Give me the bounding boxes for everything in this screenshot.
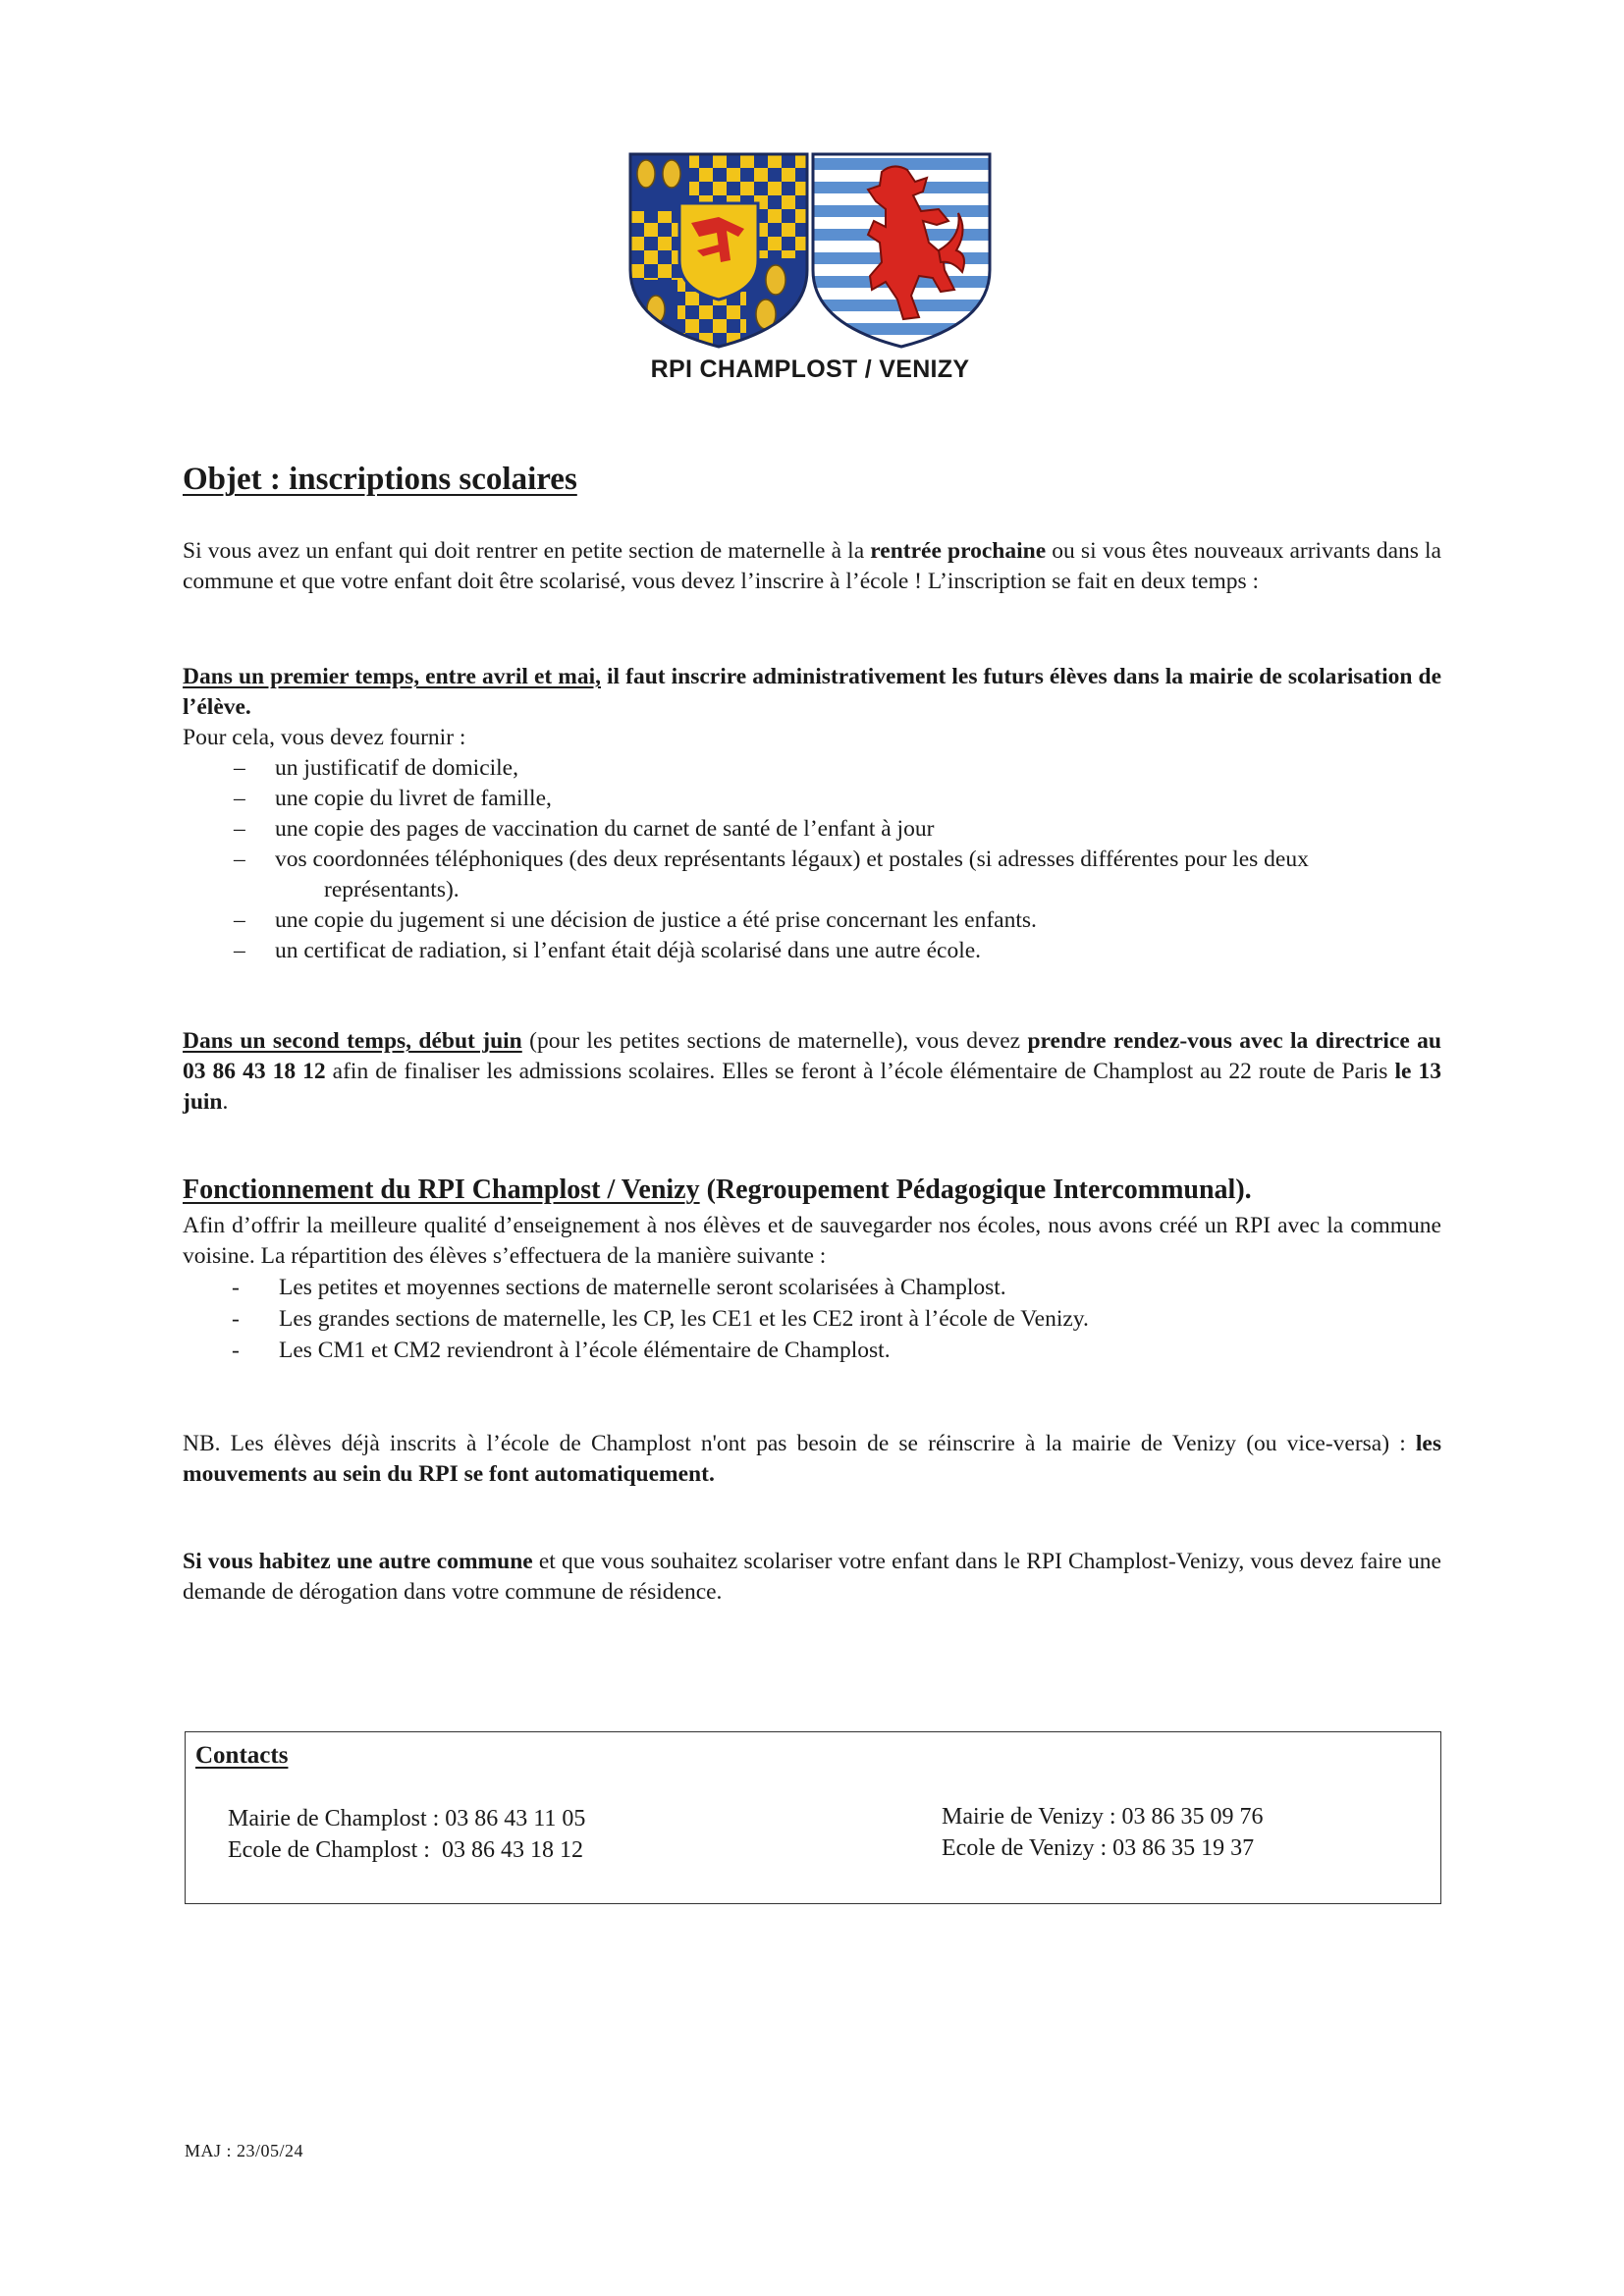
object-title: Objet : inscriptions scolaires — [183, 462, 577, 497]
first-step-bold: il faut inscrire administrativement les futurs élèves dans la mairie de scolarisation de l’élève. — [183, 664, 1441, 720]
list-item: – un justificatif de domicile, — [234, 755, 518, 781]
update-date: MAJ : 23/05/24 — [185, 2141, 304, 2160]
nb-bold: les mouvements au sein du RPI se font automatiquement. — [183, 1431, 1441, 1487]
first-step-heading — [183, 662, 1441, 723]
rpi-section-title — [183, 1173, 1252, 1208]
intro-text-2: ou si vous êtes nouveaux arrivants dans la commune et que votre enfant doit être scolarisé, vous devez l’inscrire à l’école ! L’inscription se fait en deux temps : — [183, 538, 1441, 594]
list-item: – une copie des pages de vaccination du carnet de santé de l’enfant à jour — [234, 816, 935, 842]
intro-text-1: Si vous avez un enfant qui doit rentrer en petite section de maternelle à la — [183, 538, 871, 564]
list-item: – une copie du livret de famille, — [234, 786, 552, 811]
list-item: - Les grandes sections de maternelle, les CP, les CE1 et les CE2 iront à l’école de Venizy. — [232, 1306, 1089, 1332]
list-item: – vos coordonnées téléphoniques (des deux représentants légaux) et postales (si adresses différentes pour les deux représentants). — [234, 847, 1309, 902]
second-step-underlined: Dans un second temps, début juin — [183, 1028, 522, 1054]
list-item: - Les petites et moyennes sections de maternelle seront scolarisées à Champlost. — [232, 1275, 1006, 1300]
contact-ecole-venizy: Ecole de Venizy : 03 86 35 19 37 — [942, 1835, 1255, 1861]
other-commune-bold: Si vous habitez une autre commune — [183, 1549, 533, 1574]
rpi-description: Afin d’offrir la meilleure qualité d’enseignement à nos élèves et de sauvegarder nos écoles, nous avons créé un RPI avec la commune voisine. La répartition des élèves s’effectuera de la manière suivante : — [183, 1213, 1441, 1269]
intro-bold-1: rentrée prochaine — [870, 538, 1047, 564]
contact-mairie-champlost: Mairie de Champlost : 03 86 43 11 05 — [228, 1806, 586, 1831]
first-step-underlined: Dans un premier temps, entre avril et mai, — [183, 664, 601, 689]
nb-paragraph: NB. Les élèves déjà inscrits à l’école de Champlost n'ont pas besoin de se réinscrire à la mairie de Venizy (ou vice-versa) : les mouvements au sein du RPI se font automatiquement. — [183, 1431, 1441, 1487]
rpi-title-underlined: Fonctionnement du RPI Champlost / Venizy — [183, 1175, 700, 1205]
second-step-paragraph: Dans un second temps, début juin (pour les petites sections de maternelle), vous devez prendre rendez-vous avec la directrice au 03 86 43 18 12 afin de finaliser les admissions scolaires. Elles se feront à l’école élémentaire de Champlost au 22 route de Paris le 13 juin. — [183, 1028, 1441, 1115]
contacts-title: Contacts — [195, 1742, 289, 1769]
documents-list — [234, 753, 1441, 966]
intro-paragraph — [183, 536, 1441, 597]
list-item: – une copie du jugement si une décision de justice a été prise concernant les enfants. — [234, 907, 1037, 933]
logo-caption: RPI CHAMPLOST / VENIZY — [650, 355, 970, 383]
director-phone-bold: prendre rendez-vous avec la directrice au 03 86 43 18 12 — [183, 1028, 1441, 1084]
contact-ecole-champlost: Ecole de Champlost : 03 86 43 18 12 — [228, 1837, 583, 1863]
date-bold: le 13 juin — [183, 1059, 1441, 1115]
other-commune-paragraph: Si vous habitez une autre commune et que vous souhaitez scolariser votre enfant dans le RPI Champlost-Venizy, vous devez faire une demande de dérogation dans votre commune de résidence. — [183, 1549, 1441, 1605]
list-item: - Les CM1 et CM2 reviendront à l’école élémentaire de Champlost. — [232, 1338, 891, 1363]
list-item: – un certificat de radiation, si l’enfant était déjà scolarisé dans une autre école. — [234, 938, 982, 963]
documents-intro: Pour cela, vous devez fournir : — [183, 725, 466, 750]
contact-mairie-venizy: Mairie de Venizy : 03 86 35 09 76 — [942, 1804, 1264, 1830]
rpi-title-rest: (Regroupement Pédagogique Intercommunal). — [699, 1175, 1252, 1205]
coats-of-arms-logo — [628, 152, 992, 349]
rpi-distribution-list — [232, 1272, 1441, 1366]
contacts-box — [185, 1731, 1441, 1904]
